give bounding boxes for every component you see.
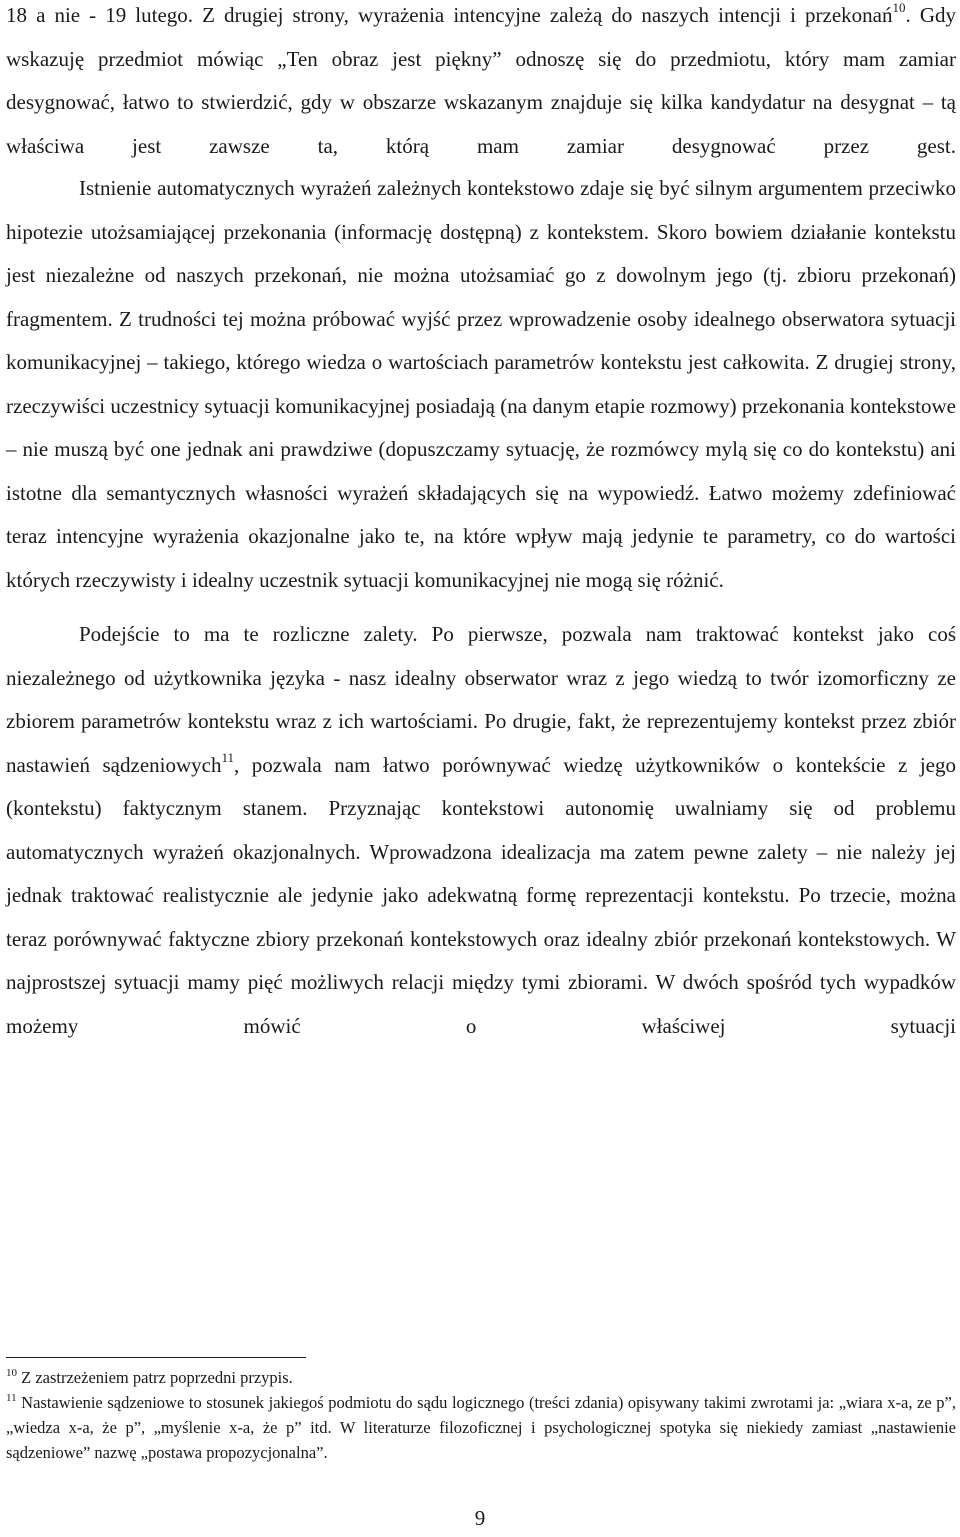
footnote-10 [6,1365,956,1390]
paragraph-3-text-a: Podejście to ma te rozliczne zalety. Po pierwsze, pozwala nam traktować kontekst jako coś niezależnego od użytkownika języka - nasz idealny obserwator wraz z jego wiedzą to twór izomorficzny ze zbiorem parametrów kontekstu wraz z ich wartościami. Po drugie, fakt, że reprezentujemy kontekst przez zbiór nastawień sądzeniowych [6,622,956,777]
footnote-marker-10: 10 [6,1366,17,1379]
paragraph-1 [6,0,956,168]
footnote-marker-11: 11 [6,1391,17,1404]
footnote-11 [6,1390,956,1465]
footnotes [6,1365,956,1465]
footnote-text-11: Nastawienie sądzeniowe to stosunek jakiegoś podmiotu do sądu logicznego (treści zdania) opisywany takimi zwrotami ja: „wiara x-a, ze p”, „wiedza x-a, że p”, „myślenie x-a, że p” itd. W literaturze filozoficznej i psychologicznej spotyka się niekiedy zamiast „nastawienie sądzeniowe” nazwę „postawa propozycjonalna”. [6,1393,956,1462]
paragraph-2: Istnienie automatycznych wyrażeń zależnych kontekstowo zdaje się być silnym argumentem przeciwko hipotezie utożsamiającej przekonania (informację dostępną) z kontekstem. Skoro bowiem działanie kontekstu jest niezależne od naszych przekonań, nie można utożsamiać go z dowolnym jego (tj. zbioru przekonań) fragmentem. Z trudności tej można próbować wyjść przez wprowadzenie osoby idealnego obserwatora sytuacji komunikacyjnej – takiego, którego wiedza o wartościach parametrów kontekstu jest całkowita. Z drugiej strony, rzeczywiści uczestnicy sytuacji komunikacyjnej posiadają (na danym etapie rozmowy) przekonania kontekstowe – nie muszą być one jednak ani prawdziwe (dopuszczamy sytuację, że rozmówcy mylą się co do kontekstu) ani istotne dla semantycznych własności wyrażeń składających się na wypowiedź. Łatwo możemy zdefiniować teraz intencyjne wyrażenia okazjonalne jako te, na które wpływ mają jedynie te parametry, co do wartości których rzeczywisty i idealny uczestnik sytuacji komunikacyjnej nie mogą się różnić. [6,176,956,592]
paragraph-3 [6,613,956,1048]
paragraph-3-text-b: , pozwala nam łatwo porównywać wiedzę użytkowników o kontekście z jego (kontekstu) faktycznym stanem. Przyznając kontekstowi autonomię uwalniamy się od problemu automatycznych wyrażeń okazjonalnych. Wprowadzona idealizacja ma zatem pewne zalety – nie należy jej jednak traktować realistycznie ale jedynie jako adekwatną formę reprezentacji kontekstu. Po trzecie, można teraz porównywać faktyczne zbiory przekonań kontekstowych oraz idealny zbiór przekonań kontekstowych. W najprostszej sytuacji mamy pięć możliwych relacji między tymi zbiorami. W dwóch spośród tych wypadków możemy mówić o właściwej sytuacji [6,752,956,1038]
document-page [6,0,956,1048]
page-number: 9 [474,1506,486,1530]
footnote-text-10: Z zastrzeżeniem patrz poprzedni przypis. [17,1368,293,1387]
paragraph-1-text-a: 18 a nie - 19 lutego. Z drugiej strony, wyrażenia intencyjne zależą do naszych intencji i przekonań [6,3,893,27]
footnote-separator [6,1357,306,1358]
footnote-ref-11: 11 [221,749,234,765]
footnote-ref-10: 10 [892,0,906,15]
paragraph-1-text-b: . Gdy wskazuję przedmiot mówiąc „Ten obraz jest piękny” odnoszę się do przedmiotu, który mam zamiar desygnować, łatwo to stwierdzić, gdy w obszarze wskazanym znajduje się kilka kandydatur na desygnat – tą właściwa jest zawsze ta, którą mam zamiar desygnować przez gest. [6,3,956,158]
